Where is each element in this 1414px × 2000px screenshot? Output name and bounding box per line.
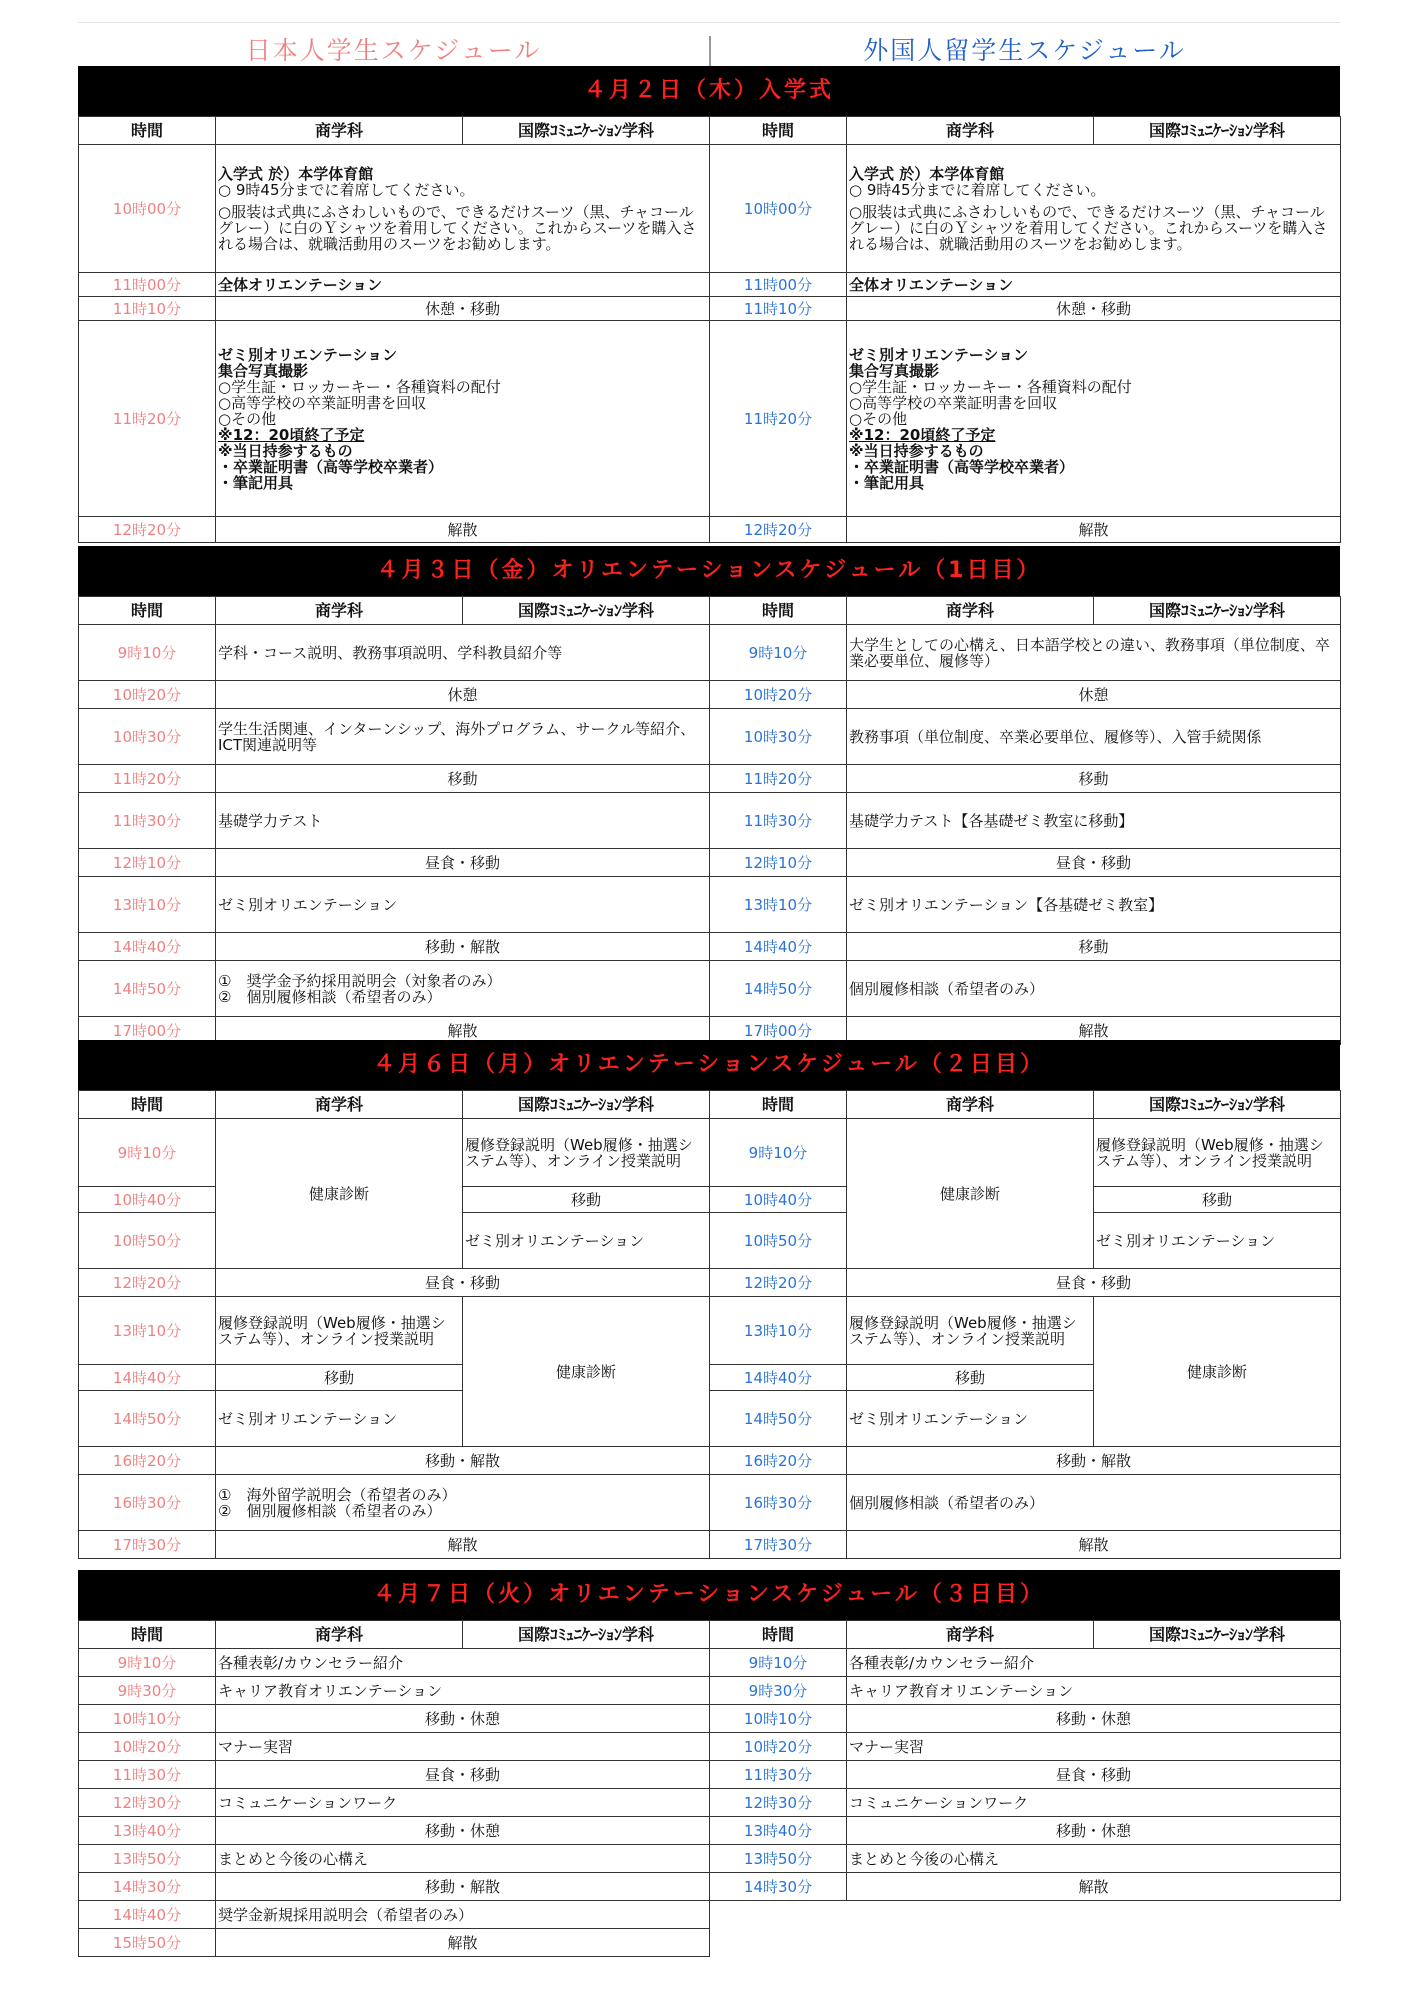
table-row [79,793,710,849]
time-cell: 14時50分 [79,1391,216,1447]
schedule-item: マナー実習 [216,1733,710,1761]
time-header: 時間 [79,1091,216,1119]
dismiss-cell: 解散 [216,517,710,543]
table-row [710,1733,1341,1761]
schedule-item: 移動・解散 [216,1447,710,1475]
time-cell: 11時20分 [79,765,216,793]
table-header-row [710,117,1341,145]
time-cell: 10時30分 [710,709,847,765]
time-cell: 11時30分 [79,793,216,849]
table-row [710,933,1341,961]
zemi-item: ○その他 [218,409,277,428]
time-cell: 17時30分 [710,1531,847,1559]
time-cell: 11時00分 [710,273,847,297]
day4-banner: ４月７日（火）オリエンテーションスケジュール（３日目） [78,1570,1340,1620]
table-row [710,793,1341,849]
day2-section [78,546,1340,1076]
ceremony-cell [847,145,1341,273]
course-consultation: ② 個別履修相談（希望者のみ） [218,1501,442,1520]
schedule-item: 移動 [216,765,710,793]
time-cell: 10時50分 [79,1213,216,1269]
time-cell: 10時40分 [710,1187,847,1213]
business-header: 商学科 [847,1621,1094,1649]
time-header: 時間 [79,117,216,145]
time-cell: 13時10分 [710,877,847,933]
end-time-note: ※12：20頃終了予定 [849,425,996,444]
intl-comm-header: 国際ｺﾐｭﾆｹｰｼｮﾝ学科 [1094,597,1341,625]
table-row [79,765,710,793]
time-cell: 9時10分 [710,1119,847,1187]
intl-comm-header: 国際ｺﾐｭﾆｹｰｼｮﾝ学科 [463,1091,710,1119]
intl-comm-header: 国際ｺﾐｭﾆｹｰｼｮﾝ学科 [463,597,710,625]
time-cell: 10時20分 [79,1733,216,1761]
schedule-item: 個別履修相談（希望者のみ） [847,1475,1341,1531]
table-row [710,625,1341,681]
schedule-item: 昼食・移動 [216,849,710,877]
zemi-item: ○高等学校の卒業証明書を回収 [849,393,1058,412]
time-header: 時間 [79,597,216,625]
schedule-item: 休憩 [847,681,1341,709]
time-cell: 17時00分 [79,1017,216,1045]
table-row [79,1761,710,1789]
ceremony-title: 入学式 於）本学体育館 [218,164,374,183]
international-students-title: 外国人留学生スケジュール [863,36,1186,65]
table-header-row [79,1621,710,1649]
table-row [710,1119,1341,1187]
time-cell: 14時40分 [79,933,216,961]
schedule-item: 休憩 [216,681,710,709]
time-header: 時間 [710,117,847,145]
break-cell: 休憩・移動 [216,297,710,321]
time-cell: 10時30分 [79,709,216,765]
bring-note: ※当日持参するもの [218,441,353,460]
zemi-title: ゼミ別オリエンテーション [849,345,1029,364]
time-cell: 10時20分 [710,681,847,709]
schedule-item: 解散 [216,1929,710,1957]
table-row [79,1733,710,1761]
ceremony-note-2: ○服装は式典にふさわしいもので、できるだけスーツ（黒、チャコールグレー）に白のＹシャツを着用してください。これからスーツを購入される場合は、就職活動用のスーツをお勧めします。 [849,202,1328,253]
time-cell: 12時30分 [710,1789,847,1817]
day2-banner: ４月３日（金）オリエンテーションスケジュール（1日目） [78,546,1340,596]
time-cell: 9時10分 [710,625,847,681]
table-row [710,961,1341,1017]
table-row [79,1845,710,1873]
table-row [710,297,1341,321]
table-row [79,273,710,297]
table-row [79,681,710,709]
table-row [710,1817,1341,1845]
registration-briefing: 履修登録説明（Web履修・抽選システム等）、オンライン授業説明 [463,1119,710,1187]
schedule-item: 個別履修相談（希望者のみ） [847,961,1341,1017]
table-row [710,1447,1341,1475]
time-cell: 14時30分 [79,1873,216,1901]
overall-orientation: 全体オリエンテーション [847,273,1341,297]
schedule-item: 移動・休憩 [216,1705,710,1733]
business-header: 商学科 [216,1091,463,1119]
table-row [79,1705,710,1733]
business-header: 商学科 [847,117,1094,145]
schedule-item: コミュニケーションワーク [847,1789,1341,1817]
table-header-row [710,597,1341,625]
table-row [79,961,710,1017]
business-header: 商学科 [847,1091,1094,1119]
time-cell: 12時20分 [710,517,847,543]
overall-orientation: 全体オリエンテーション [216,273,710,297]
schedule-item: 移動・解散 [847,1447,1341,1475]
day3-international-schedule [709,1090,1340,1559]
time-header: 時間 [710,597,847,625]
schedule-item: 移動・解散 [216,1873,710,1901]
time-cell: 11時30分 [710,793,847,849]
schedule-item: 解散 [847,1873,1341,1901]
time-cell: 10時00分 [710,145,847,273]
table-row [79,517,710,543]
time-cell: 13時50分 [710,1845,847,1873]
time-cell: 14時50分 [710,1391,847,1447]
table-row [710,849,1341,877]
health-checkup: 健康診断 [463,1297,710,1447]
day3-japanese-table [78,1090,710,1559]
table-row [79,1297,710,1365]
schedule-item: マナー実習 [847,1733,1341,1761]
time-cell: 9時10分 [79,1649,216,1677]
table-row [79,933,710,961]
schedule-item: 移動 [847,933,1341,961]
table-row [710,1873,1341,1901]
bring-item: ・卒業証明書（高等学校卒業者） [849,457,1075,476]
table-row [710,1705,1341,1733]
time-cell: 10時50分 [710,1213,847,1269]
time-cell: 9時30分 [710,1677,847,1705]
break-cell: 休憩・移動 [847,297,1341,321]
time-cell: 10時00分 [79,145,216,273]
schedule-item: 奨学金新規採用説明会（希望者のみ） [216,1901,710,1929]
time-cell: 14時50分 [710,961,847,1017]
schedule-item: 移動 [847,1365,1094,1391]
zemi-item: ○その他 [849,409,908,428]
schedule-item: 移動・休憩 [216,1817,710,1845]
table-row [79,1817,710,1845]
schedule-item: キャリア教育オリエンテーション [847,1677,1341,1705]
time-cell: 10時20分 [79,681,216,709]
schedule-item: 昼食・移動 [847,1269,1341,1297]
table-row [710,1475,1341,1531]
table-row [710,1269,1341,1297]
time-cell: 14時40分 [79,1901,216,1929]
table-row [79,1901,710,1929]
day3-japanese-schedule [78,1090,709,1559]
schedule-item: まとめと今後の心構え [847,1845,1341,1873]
intl-comm-header: 国際ｺﾐｭﾆｹｰｼｮﾝ学科 [1094,1621,1341,1649]
time-cell: 11時10分 [79,297,216,321]
table-row [710,1677,1341,1705]
table-row [79,849,710,877]
table-header-row [710,1621,1341,1649]
table-header-row [79,117,710,145]
schedule-item [216,961,710,1017]
time-cell: 13時40分 [710,1817,847,1845]
ceremony-note-1: ○ 9時45分までに着席してください。 [218,180,475,199]
table-row [79,1447,710,1475]
schedule-item: ゼミ別オリエンテーション【各基礎ゼミ教室】 [847,877,1341,933]
table-row [710,517,1341,543]
schedule-item: 解散 [847,1017,1341,1045]
schedule-item: ゼミ別オリエンテーション [216,877,710,933]
table-row [79,321,710,517]
schedule-item: 移動 [216,1365,463,1391]
table-row [79,625,710,681]
table-row [79,1531,710,1559]
course-consultation: ② 個別履修相談（希望者のみ） [218,987,442,1006]
day4-section [78,1570,1340,1960]
table-row [79,877,710,933]
schedule-item: キャリア教育オリエンテーション [216,1677,710,1705]
time-cell: 9時10分 [79,625,216,681]
day2-japanese-table [78,596,710,1045]
day3-section [78,1040,1340,1606]
day4-japanese-table [78,1620,710,1957]
schedule-item: 移動・休憩 [847,1817,1341,1845]
schedule-item [216,1475,710,1531]
table-header-row [710,1091,1341,1119]
day2-japanese-schedule [78,596,709,1045]
ceremony-cell [216,145,710,273]
schedule-item: 学生生活関連、インターンシップ、海外プログラム、サークル等紹介、ICT関連説明等 [216,709,710,765]
table-header-row [79,1091,710,1119]
zemi-orientation-cell [216,321,710,517]
time-cell: 13時50分 [79,1845,216,1873]
table-row [710,273,1341,297]
health-checkup: 健康診断 [1094,1297,1341,1447]
japanese-students-title: 日本人学生スケジュール [245,36,542,65]
bring-item: ・卒業証明書（高等学校卒業者） [218,457,444,476]
table-row [710,681,1341,709]
table-row [79,709,710,765]
schedule-item: ゼミ別オリエンテーション [463,1213,710,1269]
table-row [79,1677,710,1705]
registration-briefing: 履修登録説明（Web履修・抽選システム等）、オンライン授業説明 [1094,1119,1341,1187]
day1-section [78,66,1340,546]
schedule-item: 昼食・移動 [216,1761,710,1789]
time-cell: 11時20分 [710,765,847,793]
time-cell: 16時20分 [79,1447,216,1475]
time-cell: 16時20分 [710,1447,847,1475]
business-header: 商学科 [216,117,463,145]
table-row [710,877,1341,933]
time-cell: 16時30分 [710,1475,847,1531]
health-checkup: 健康診断 [847,1119,1094,1269]
table-header-row [79,597,710,625]
time-cell: 14時40分 [79,1365,216,1391]
schedule-item: 移動・解散 [216,933,710,961]
table-row [710,145,1341,273]
table-row [79,145,710,273]
study-abroad-briefing: ① 海外留学説明会（希望者のみ） [218,1485,457,1504]
day1-japanese-schedule [78,116,709,543]
registration-briefing: 履修登録説明（Web履修・抽選システム等）、オンライン授業説明 [847,1297,1094,1365]
table-row [710,1789,1341,1817]
table-row [710,765,1341,793]
table-row [710,1761,1341,1789]
day2-international-table [709,596,1341,1045]
day4-international-table [709,1620,1341,1901]
time-cell: 12時30分 [79,1789,216,1817]
schedule-item: 昼食・移動 [847,849,1341,877]
time-cell: 11時20分 [710,321,847,517]
time-cell: 14時40分 [710,1365,847,1391]
schedule-item: ゼミ別オリエンテーション [1094,1213,1341,1269]
bring-note: ※当日持参するもの [849,441,984,460]
zemi-item: ○学生証・ロッカーキー・各種資料の配付 [849,377,1132,396]
time-cell: 17時30分 [79,1531,216,1559]
intl-comm-header: 国際ｺﾐｭﾆｹｰｼｮﾝ学科 [1094,117,1341,145]
day3-banner: ４月６日（月）オリエンテーションスケジュール（２日目） [78,1040,1340,1090]
zemi-item: ○高等学校の卒業証明書を回収 [218,393,427,412]
intl-comm-header: 国際ｺﾐｭﾆｹｰｼｮﾝ学科 [1094,1091,1341,1119]
schedule-item: 移動 [463,1187,710,1213]
time-cell: 9時30分 [79,1677,216,1705]
time-cell: 10時10分 [710,1705,847,1733]
schedule-item: 学科・コース説明、教務事項説明、学科教員紹介等 [216,625,710,681]
bring-item: ・筆記用具 [849,473,925,492]
bring-item: ・筆記用具 [218,473,294,492]
table-row [79,1873,710,1901]
time-cell: 12時20分 [79,1269,216,1297]
schedule-item: ゼミ別オリエンテーション [847,1391,1094,1447]
schedule-item: 昼食・移動 [216,1269,710,1297]
time-cell: 10時40分 [79,1187,216,1213]
time-cell: 11時20分 [79,321,216,517]
time-cell: 15時50分 [79,1929,216,1957]
schedule-item: 移動 [847,765,1341,793]
table-row [79,1269,710,1297]
group-photo: 集合写真撮影 [218,361,309,380]
ceremony-note-1: ○ 9時45分までに着席してください。 [849,180,1106,199]
ceremony-note-2: ○服装は式典にふさわしいもので、できるだけスーツ（黒、チャコールグレー）に白のＹシャツを着用してください。これからスーツを購入される場合は、就職活動用のスーツをお勧めします。 [218,202,697,253]
time-cell: 12時20分 [710,1269,847,1297]
schedule-item: 各種表彰/カウンセラー紹介 [216,1649,710,1677]
dismiss-cell: 解散 [847,517,1341,543]
table-row [710,1531,1341,1559]
day1-japanese-table [78,116,710,543]
day4-japanese-schedule [78,1620,709,1957]
zemi-orientation-cell [847,321,1341,517]
ceremony-title: 入学式 於）本学体育館 [849,164,1005,183]
top-rule [78,22,1340,23]
schedule-item: 各種表彰/カウンセラー紹介 [847,1649,1341,1677]
title-divider [709,36,711,66]
schedule-item: 移動 [1094,1187,1341,1213]
business-header: 商学科 [216,597,463,625]
scholarship-briefing: ① 奨学金予約採用説明会（対象者のみ） [218,971,502,990]
time-cell: 14時30分 [710,1873,847,1901]
intl-comm-header: 国際ｺﾐｭﾆｹｰｼｮﾝ学科 [463,117,710,145]
time-cell: 9時10分 [79,1119,216,1187]
schedule-item: 解散 [216,1531,710,1559]
time-cell: 11時10分 [710,297,847,321]
health-checkup: 健康診断 [216,1119,463,1269]
schedule-item: 基礎学力テスト【各基礎ゼミ教室に移動】 [847,793,1341,849]
time-cell: 10時10分 [79,1705,216,1733]
intl-comm-header: 国際ｺﾐｭﾆｹｰｼｮﾝ学科 [463,1621,710,1649]
day1-banner: ４月２日（木）入学式 [78,66,1340,116]
time-cell: 17時00分 [710,1017,847,1045]
table-row [79,1119,710,1187]
table-row [79,1789,710,1817]
day3-international-table [709,1090,1341,1559]
zemi-title: ゼミ別オリエンテーション [218,345,398,364]
schedule-item: 大学生としての心構え、日本語学校との違い、教務事項（単位制度、卒業必要単位、履修等） [847,625,1341,681]
time-cell: 13時10分 [710,1297,847,1365]
schedule-item: コミュニケーションワーク [216,1789,710,1817]
table-row [79,1649,710,1677]
schedule-item: まとめと今後の心構え [216,1845,710,1873]
schedule-item: 解散 [216,1017,710,1045]
table-row [79,297,710,321]
table-row [710,709,1341,765]
schedule-item: 昼食・移動 [847,1761,1341,1789]
time-cell: 9時10分 [710,1649,847,1677]
time-cell: 16時30分 [79,1475,216,1531]
table-row [79,1929,710,1957]
time-header: 時間 [710,1091,847,1119]
table-row [710,1845,1341,1873]
registration-briefing: 履修登録説明（Web履修・抽選システム等）、オンライン授業説明 [216,1297,463,1365]
time-cell: 10時20分 [710,1733,847,1761]
time-cell: 12時10分 [79,849,216,877]
time-cell: 11時30分 [710,1761,847,1789]
schedule-item: 教務事項（単位制度、卒業必要単位、履修等）、入管手続関係 [847,709,1341,765]
schedule-item: 基礎学力テスト [216,793,710,849]
business-header: 商学科 [847,597,1094,625]
day1-international-schedule [709,116,1340,543]
time-header: 時間 [710,1621,847,1649]
time-cell: 13時10分 [79,1297,216,1365]
time-cell: 14時50分 [79,961,216,1017]
time-cell: 13時40分 [79,1817,216,1845]
time-cell: 12時20分 [79,517,216,543]
time-cell: 11時30分 [79,1761,216,1789]
time-cell: 12時10分 [710,849,847,877]
day4-international-schedule [709,1620,1340,1901]
time-cell: 13時10分 [79,877,216,933]
time-cell: 14時40分 [710,933,847,961]
end-time-note: ※12：20頃終了予定 [218,425,365,444]
schedule-item: ゼミ別オリエンテーション [216,1391,463,1447]
table-row [710,1649,1341,1677]
group-photo: 集合写真撮影 [849,361,940,380]
time-header: 時間 [79,1621,216,1649]
zemi-item: ○学生証・ロッカーキー・各種資料の配付 [218,377,501,396]
time-cell: 11時00分 [79,273,216,297]
day1-international-table [709,116,1341,543]
business-header: 商学科 [216,1621,463,1649]
day2-international-schedule [709,596,1340,1045]
schedule-item: 移動・休憩 [847,1705,1341,1733]
table-row [710,1297,1341,1365]
schedule-item: 解散 [847,1531,1341,1559]
table-row [710,321,1341,517]
table-row [79,1475,710,1531]
